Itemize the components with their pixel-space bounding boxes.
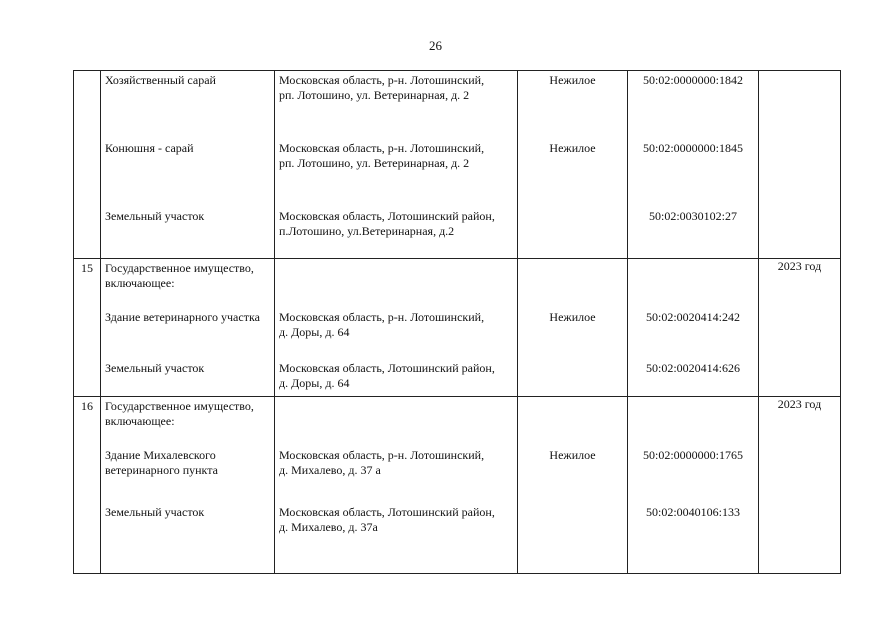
year-cell bbox=[759, 71, 841, 259]
type-cell bbox=[518, 259, 628, 397]
type-cell bbox=[518, 71, 628, 259]
object-address: п.Лотошино, ул.Ветеринарная, д.2 bbox=[279, 224, 455, 238]
year-cell bbox=[759, 397, 841, 574]
object-address: рп. Лотошино, ул. Ветеринарная, д. 2 bbox=[279, 156, 470, 170]
year-value: 2023 год bbox=[777, 397, 822, 411]
object-name: Хозяйственный сарай bbox=[105, 73, 216, 87]
cadastral-number: 50:02:0000000:1845 bbox=[642, 141, 743, 155]
object-type: Нежилое bbox=[549, 310, 596, 324]
row-number-cell bbox=[74, 397, 101, 574]
object-name: ветеринарного пункта bbox=[105, 463, 218, 477]
group-heading: Государственное имущество, bbox=[105, 261, 254, 275]
group-heading: включающее: bbox=[105, 414, 175, 428]
table-row bbox=[74, 259, 841, 397]
object-address: Московская область, Лотошинский район, bbox=[279, 209, 495, 223]
object-address: Московская область, р-н. Лотошинский, bbox=[279, 448, 485, 462]
object-address: д. Доры, д. 64 bbox=[279, 376, 350, 390]
cadastral-cell bbox=[628, 397, 759, 574]
object-address: Московская область, р-н. Лотошинский, bbox=[279, 73, 485, 87]
cadastral-cell bbox=[628, 71, 759, 259]
object-name: Земельный участок bbox=[105, 505, 205, 519]
object-address: д. Доры, д. 64 bbox=[279, 325, 350, 339]
object-address: д. Михалево, д. 37 а bbox=[279, 463, 381, 477]
object-type: Нежилое bbox=[549, 141, 596, 155]
row-number-cell bbox=[74, 71, 101, 259]
object-name: Земельный участок bbox=[105, 209, 205, 223]
cadastral-cell bbox=[628, 259, 759, 397]
object-address: Московская область, Лотошинский район, bbox=[279, 505, 495, 519]
row-number: 16 bbox=[81, 399, 93, 413]
address-cell bbox=[275, 71, 518, 259]
object-address: Московская область, р-н. Лотошинский, bbox=[279, 141, 485, 155]
object-name: Здание ветеринарного участка bbox=[105, 310, 260, 324]
group-heading: включающее: bbox=[105, 276, 175, 290]
object-address: д. Михалево, д. 37а bbox=[279, 520, 378, 534]
name-cell bbox=[101, 397, 275, 574]
address-cell bbox=[275, 397, 518, 574]
property-table bbox=[73, 70, 841, 574]
name-cell bbox=[101, 259, 275, 397]
table-row bbox=[74, 397, 841, 574]
object-type: Нежилое bbox=[549, 448, 596, 462]
year-value: 2023 год bbox=[777, 259, 822, 273]
page-number: 26 bbox=[429, 38, 442, 53]
object-type: Нежилое bbox=[549, 73, 596, 87]
address-cell bbox=[275, 259, 518, 397]
object-address: рп. Лотошино, ул. Ветеринарная, д. 2 bbox=[279, 88, 470, 102]
type-cell bbox=[518, 397, 628, 574]
year-cell bbox=[759, 259, 841, 397]
cadastral-number: 50:02:0040106:133 bbox=[645, 505, 740, 519]
cadastral-number: 50:02:0030102:27 bbox=[648, 209, 737, 223]
cadastral-number: 50:02:0020414:626 bbox=[645, 361, 740, 375]
object-address: Московская область, Лотошинский район, bbox=[279, 361, 495, 375]
cadastral-number: 50:02:0000000:1765 bbox=[642, 448, 743, 462]
object-address: Московская область, р-н. Лотошинский, bbox=[279, 310, 485, 324]
object-name: Здание Михалевского bbox=[105, 448, 216, 462]
row-number: 15 bbox=[81, 261, 93, 275]
row-number-cell bbox=[74, 259, 101, 397]
object-name: Земельный участок bbox=[105, 361, 205, 375]
name-cell bbox=[101, 71, 275, 259]
cadastral-number: 50:02:0000000:1842 bbox=[642, 73, 743, 87]
group-heading: Государственное имущество, bbox=[105, 399, 254, 413]
object-name: Конюшня - сарай bbox=[105, 141, 194, 155]
cadastral-number: 50:02:0020414:242 bbox=[645, 310, 740, 324]
table-row bbox=[74, 71, 841, 259]
